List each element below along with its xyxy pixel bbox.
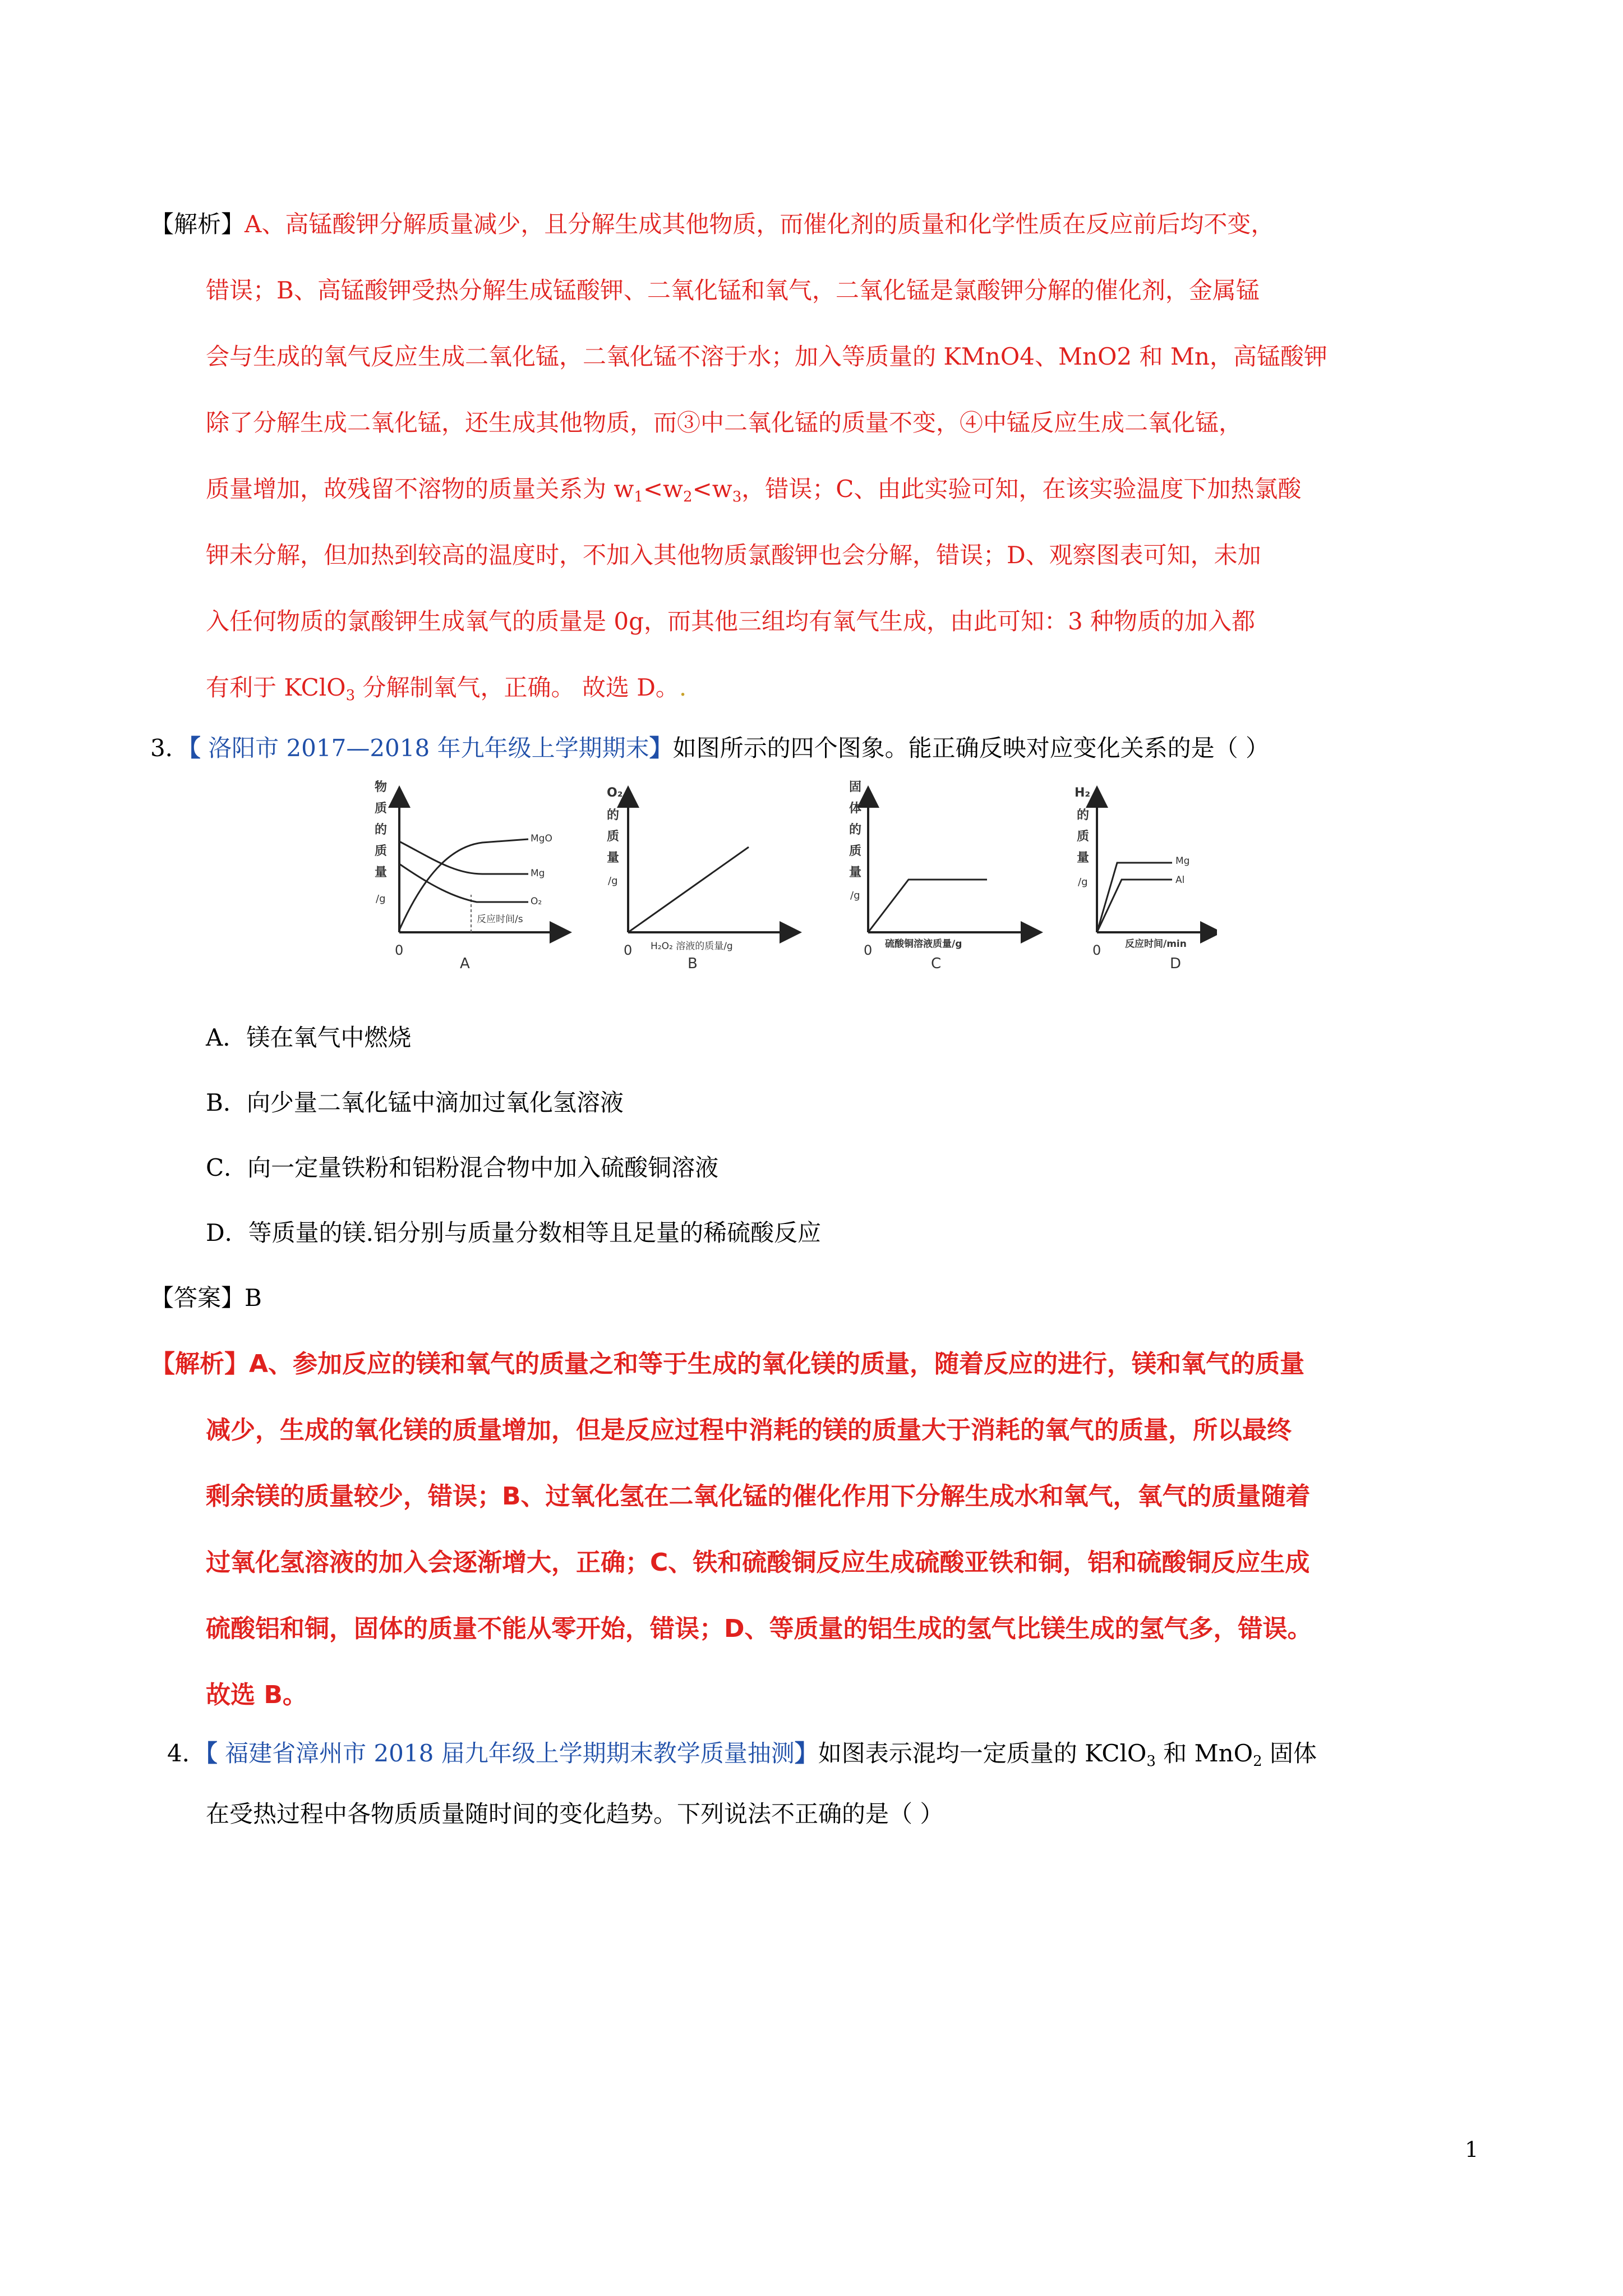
graph-d-letter: D xyxy=(1170,955,1182,970)
graph-d xyxy=(1075,786,1211,970)
graph-a-ylabel-4: 质 xyxy=(375,844,388,858)
graph-c-ylabel-2: 体 xyxy=(849,802,862,816)
analysis2-line-1: 【解析】A、参加反应的镁和氧气的质量之和等于生成的氧化镁的质量，随着反应的进行，镁和氧气的质量 xyxy=(150,1350,1305,1378)
graph-c-letter: C xyxy=(931,955,942,970)
graph-a-ylabel-5: 量 xyxy=(375,866,388,880)
answer-line xyxy=(150,1282,262,1314)
analysis1-line-2: 错误；B、高锰酸钾受热分解生成锰酸钾、二氧化锰和氧气，二氧化锰是氯酸钾分解的催化剂，金属锰 xyxy=(206,277,1260,304)
graph-a-label-o2: O₂ xyxy=(531,896,542,907)
graph-c-yunit: /g xyxy=(850,890,860,901)
graph-a-ylabel-3: 的 xyxy=(375,823,388,837)
graph-figure-svg xyxy=(348,780,1217,970)
question-source: 洛阳市 2017—2018 年九年级上学期期末 xyxy=(200,734,649,762)
graph-d-xlabel: 反应时间/min xyxy=(1125,938,1187,950)
question-3-stem: 3．【 洛阳市 2017—2018 年九年级上学期期末】如图所示的四个图象。能正确反映对应变化关系的是（ ） xyxy=(150,734,1269,762)
graph-a-origin: 0 xyxy=(395,942,404,958)
analysis2-line-2: 减少，生成的氧化镁的质量增加，但是反应过程中消耗的镁的质量大于消耗的氧气的质量，所以最终 xyxy=(206,1416,1292,1444)
question-4-stem: 4．【 福建省漳州市 2018 届九年级上学期期末教学质量抽测】如图表示混均一定质量的 KClO$_3$ 和 MnO$_2$ 固体 xyxy=(167,1740,1317,1770)
graph-d-ylabel-4: 量 xyxy=(1077,851,1090,865)
analysis1-line-3: 会与生成的氧气反应生成二氧化锰，二氧化锰不溶于水；加入等质量的 KMnO4、MnO2 和 Mn，高锰酸钾 xyxy=(206,343,1327,370)
analysis1-line-8: 有利于 KClO$_3$ 分解制氧气，正确。 故选 D。. xyxy=(206,674,687,704)
analysis2-line-6: 故选 B。 xyxy=(206,1681,307,1709)
graph-c-ylabel-1: 固 xyxy=(849,780,862,794)
graph-c-origin: 0 xyxy=(864,942,873,958)
graph-b-letter: B xyxy=(688,955,698,970)
graph-c xyxy=(849,780,1032,970)
graph-a-yunit: /g xyxy=(376,893,386,905)
graph-a-mg-curve xyxy=(399,841,528,874)
option-d: D．等质量的镁.铝分别与质量分数相等且足量的稀硫酸反应 xyxy=(206,1219,822,1246)
analysis2-line-4: 过氧化氢溶液的加入会逐渐增大，正确；C、铁和硫酸铜反应生成硫酸亚铁和铜，铝和硫酸铜反应生成 xyxy=(206,1548,1310,1577)
graph-d-yunit: /g xyxy=(1078,876,1088,888)
answer-tag: 【答案】 xyxy=(150,1284,245,1312)
graph-d-ylabel-3: 质 xyxy=(1077,830,1090,844)
question-number: 3． xyxy=(150,734,189,762)
graph-b-ylabel-1: O₂ xyxy=(607,786,623,800)
question-source: 福建省漳州市 2018 届九年级上学期期末教学质量抽测 xyxy=(217,1740,795,1767)
graph-a-ylabel-2: 质 xyxy=(375,802,388,816)
graph-d-label-al: Al xyxy=(1175,875,1185,886)
analysis1-line-7: 入任何物质的氯酸钾生成氧气的质量是 0g，而其他三组均有氧气生成，由此可知：3 种物质的加入都 xyxy=(206,608,1256,635)
graph-a-o2-curve xyxy=(399,864,528,902)
graph-d-ylabel-2: 的 xyxy=(1077,808,1090,822)
graph-c-ylabel-5: 量 xyxy=(849,866,862,880)
graph-a-letter: A xyxy=(460,955,470,970)
option-b: B．向少量二氧化锰中滴加过氧化氢溶液 xyxy=(206,1089,624,1116)
graph-b-ylabel-3: 质 xyxy=(607,830,620,844)
graph-b-origin: 0 xyxy=(624,942,633,958)
graph-a-xlabel: 反应时间/s xyxy=(477,914,523,925)
graph-d-ylabel-1: H₂ xyxy=(1075,786,1091,800)
analysis2-line-5: 硫酸铝和铜，固体的质量不能从零开始，错误；D、等质量的铝生成的氢气比镁生成的氢气多，错误。 xyxy=(206,1614,1312,1643)
graph-b xyxy=(607,786,791,970)
option-c: C．向一定量铁粉和铝粉混合物中加入硫酸铜溶液 xyxy=(206,1154,719,1181)
graph-d-al-line xyxy=(1097,880,1172,932)
graph-b-yunit: /g xyxy=(608,875,618,887)
graph-b-ylabel-4: 量 xyxy=(607,851,620,865)
analysis1-line-4: 除了分解生成二氧化锰，还生成其他物质，而③中二氧化锰的质量不变，④中锰反应生成二氧化锰， xyxy=(206,409,1243,436)
analysis1-tag: 【解析】 xyxy=(150,210,245,238)
graph-a-label-mg: Mg xyxy=(531,868,545,879)
answer-value: B xyxy=(245,1284,262,1312)
option-a: A．镁在氧气中燃烧 xyxy=(206,1024,412,1051)
page-number: 1 xyxy=(1465,2137,1479,2162)
figure-graphs xyxy=(348,780,1217,970)
question-4-line-2: 在受热过程中各物质质量随时间的变化趋势。下列说法不正确的是（ ） xyxy=(206,1800,944,1828)
graph-c-line xyxy=(868,880,987,932)
analysis1-line-5: 质量增加，故残留不溶物的质量关系为 $w_1<w_2<w_3$，错误；C、由此实验可知，在该实验温度下加热氯酸 xyxy=(206,475,1302,505)
analysis1-line-6: 钾未分解，但加热到较高的温度时，不加入其他物质氯酸钾也会分解，错误；D、观察图表可知，未加 xyxy=(206,541,1261,569)
graph-b-ylabel-2: 的 xyxy=(607,808,620,822)
graph-c-xlabel: 硫酸铜溶液质量/g xyxy=(885,938,962,950)
graph-c-ylabel-3: 的 xyxy=(849,823,862,837)
graph-b-xlabel: H₂O₂ 溶液的质量/g xyxy=(651,941,733,952)
graph-c-ylabel-4: 质 xyxy=(849,844,862,858)
analysis1-line-1: 【解析】A、高锰酸钾分解质量减少，且分解生成其他物质，而催化剂的质量和化学性质在反应前后均不变， xyxy=(150,210,1275,238)
graph-d-mg-line xyxy=(1097,863,1172,932)
graph-a xyxy=(375,780,561,970)
graph-a-label-mgo: MgO xyxy=(531,833,552,844)
graph-d-label-mg: Mg xyxy=(1175,855,1190,867)
graph-d-origin: 0 xyxy=(1092,942,1101,958)
analysis2-line-3: 剩余镁的质量较少，错误；B、过氧化氢在二氧化锰的催化作用下分解生成水和氧气，氧气的质量随着 xyxy=(206,1482,1311,1511)
graph-b-line xyxy=(628,847,749,932)
graph-a-ylabel-1: 物 xyxy=(375,780,388,794)
question-number: 4． xyxy=(167,1740,206,1767)
